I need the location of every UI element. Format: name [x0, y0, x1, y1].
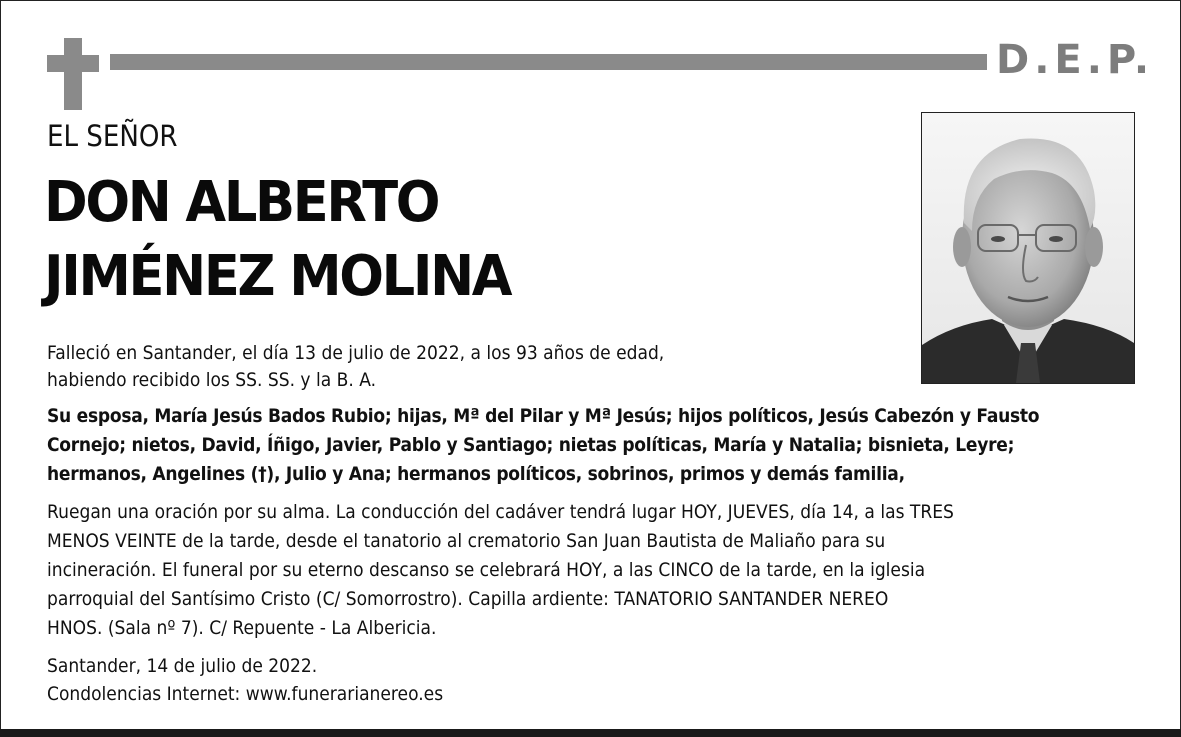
- death-notice-line-1: Falleció en Santander, el día 13 de julio de 2022, a los 93 años de edad,: [47, 342, 665, 364]
- name-line-1: DON ALBERTO: [44, 170, 439, 235]
- funeral-line-5: HNOS. (Sala nº 7). C/ Repuente - La Albericia.: [47, 617, 437, 639]
- death-notice: [47, 340, 830, 394]
- family-line-1: Su esposa, María Jesús Bados Rubio; hijas, Mª del Pilar y Mª Jesús; hijos políticos, Jesús Cabezón y Fausto: [47, 405, 1040, 427]
- family-list: [47, 402, 1123, 489]
- funeral-line-3: incineración. El funeral por su eterno descanso se celebrará HOY, a las CINCO de la tarde, en la iglesia: [47, 559, 926, 581]
- funeral-line-4: parroquial del Santísimo Cristo (C/ Somorrostro). Capilla ardiente: TANATORIO SANTANDER NEREO: [47, 588, 889, 610]
- death-notice-line-2: habiendo recibido los SS. SS. y la B. A.: [47, 369, 377, 391]
- notice-date: Santander, 14 de julio de 2022.: [47, 655, 318, 677]
- honorific: EL SEÑOR: [47, 119, 178, 153]
- header-rule: [110, 54, 987, 70]
- funeral-line-2: MENOS VEINTE de la tarde, desde el tanatorio al crematorio San Juan Bautista de Maliaño para su: [47, 530, 886, 552]
- family-line-3: hermanos, Angelines (†), Julio y Ana; hermanos políticos, sobrinos, primos y demás familia,: [47, 463, 905, 485]
- funeral-line-1: Ruegan una oración por su alma. La conducción del cadáver tendrá lugar HOY, JUEVES, día 14, a las TRES: [47, 501, 954, 523]
- funeral-details: [47, 498, 1123, 643]
- family-line-2: Cornejo; nietos, David, Íñigo, Javier, Pablo y Santiago; nietas políticas, María y Natalia; bisnieta, Leyre;: [47, 434, 1015, 456]
- condolences-line: Condolencias Internet: www.funerarianereo.es: [47, 683, 444, 705]
- name-line-2: JIMÉNEZ MOLINA: [44, 244, 511, 309]
- portrait-photo: [921, 112, 1135, 384]
- deceased-name: [44, 166, 510, 314]
- dep-label: D.E.P.: [996, 37, 1155, 83]
- bottom-border: [0, 729, 1181, 737]
- cross-icon: [47, 38, 99, 110]
